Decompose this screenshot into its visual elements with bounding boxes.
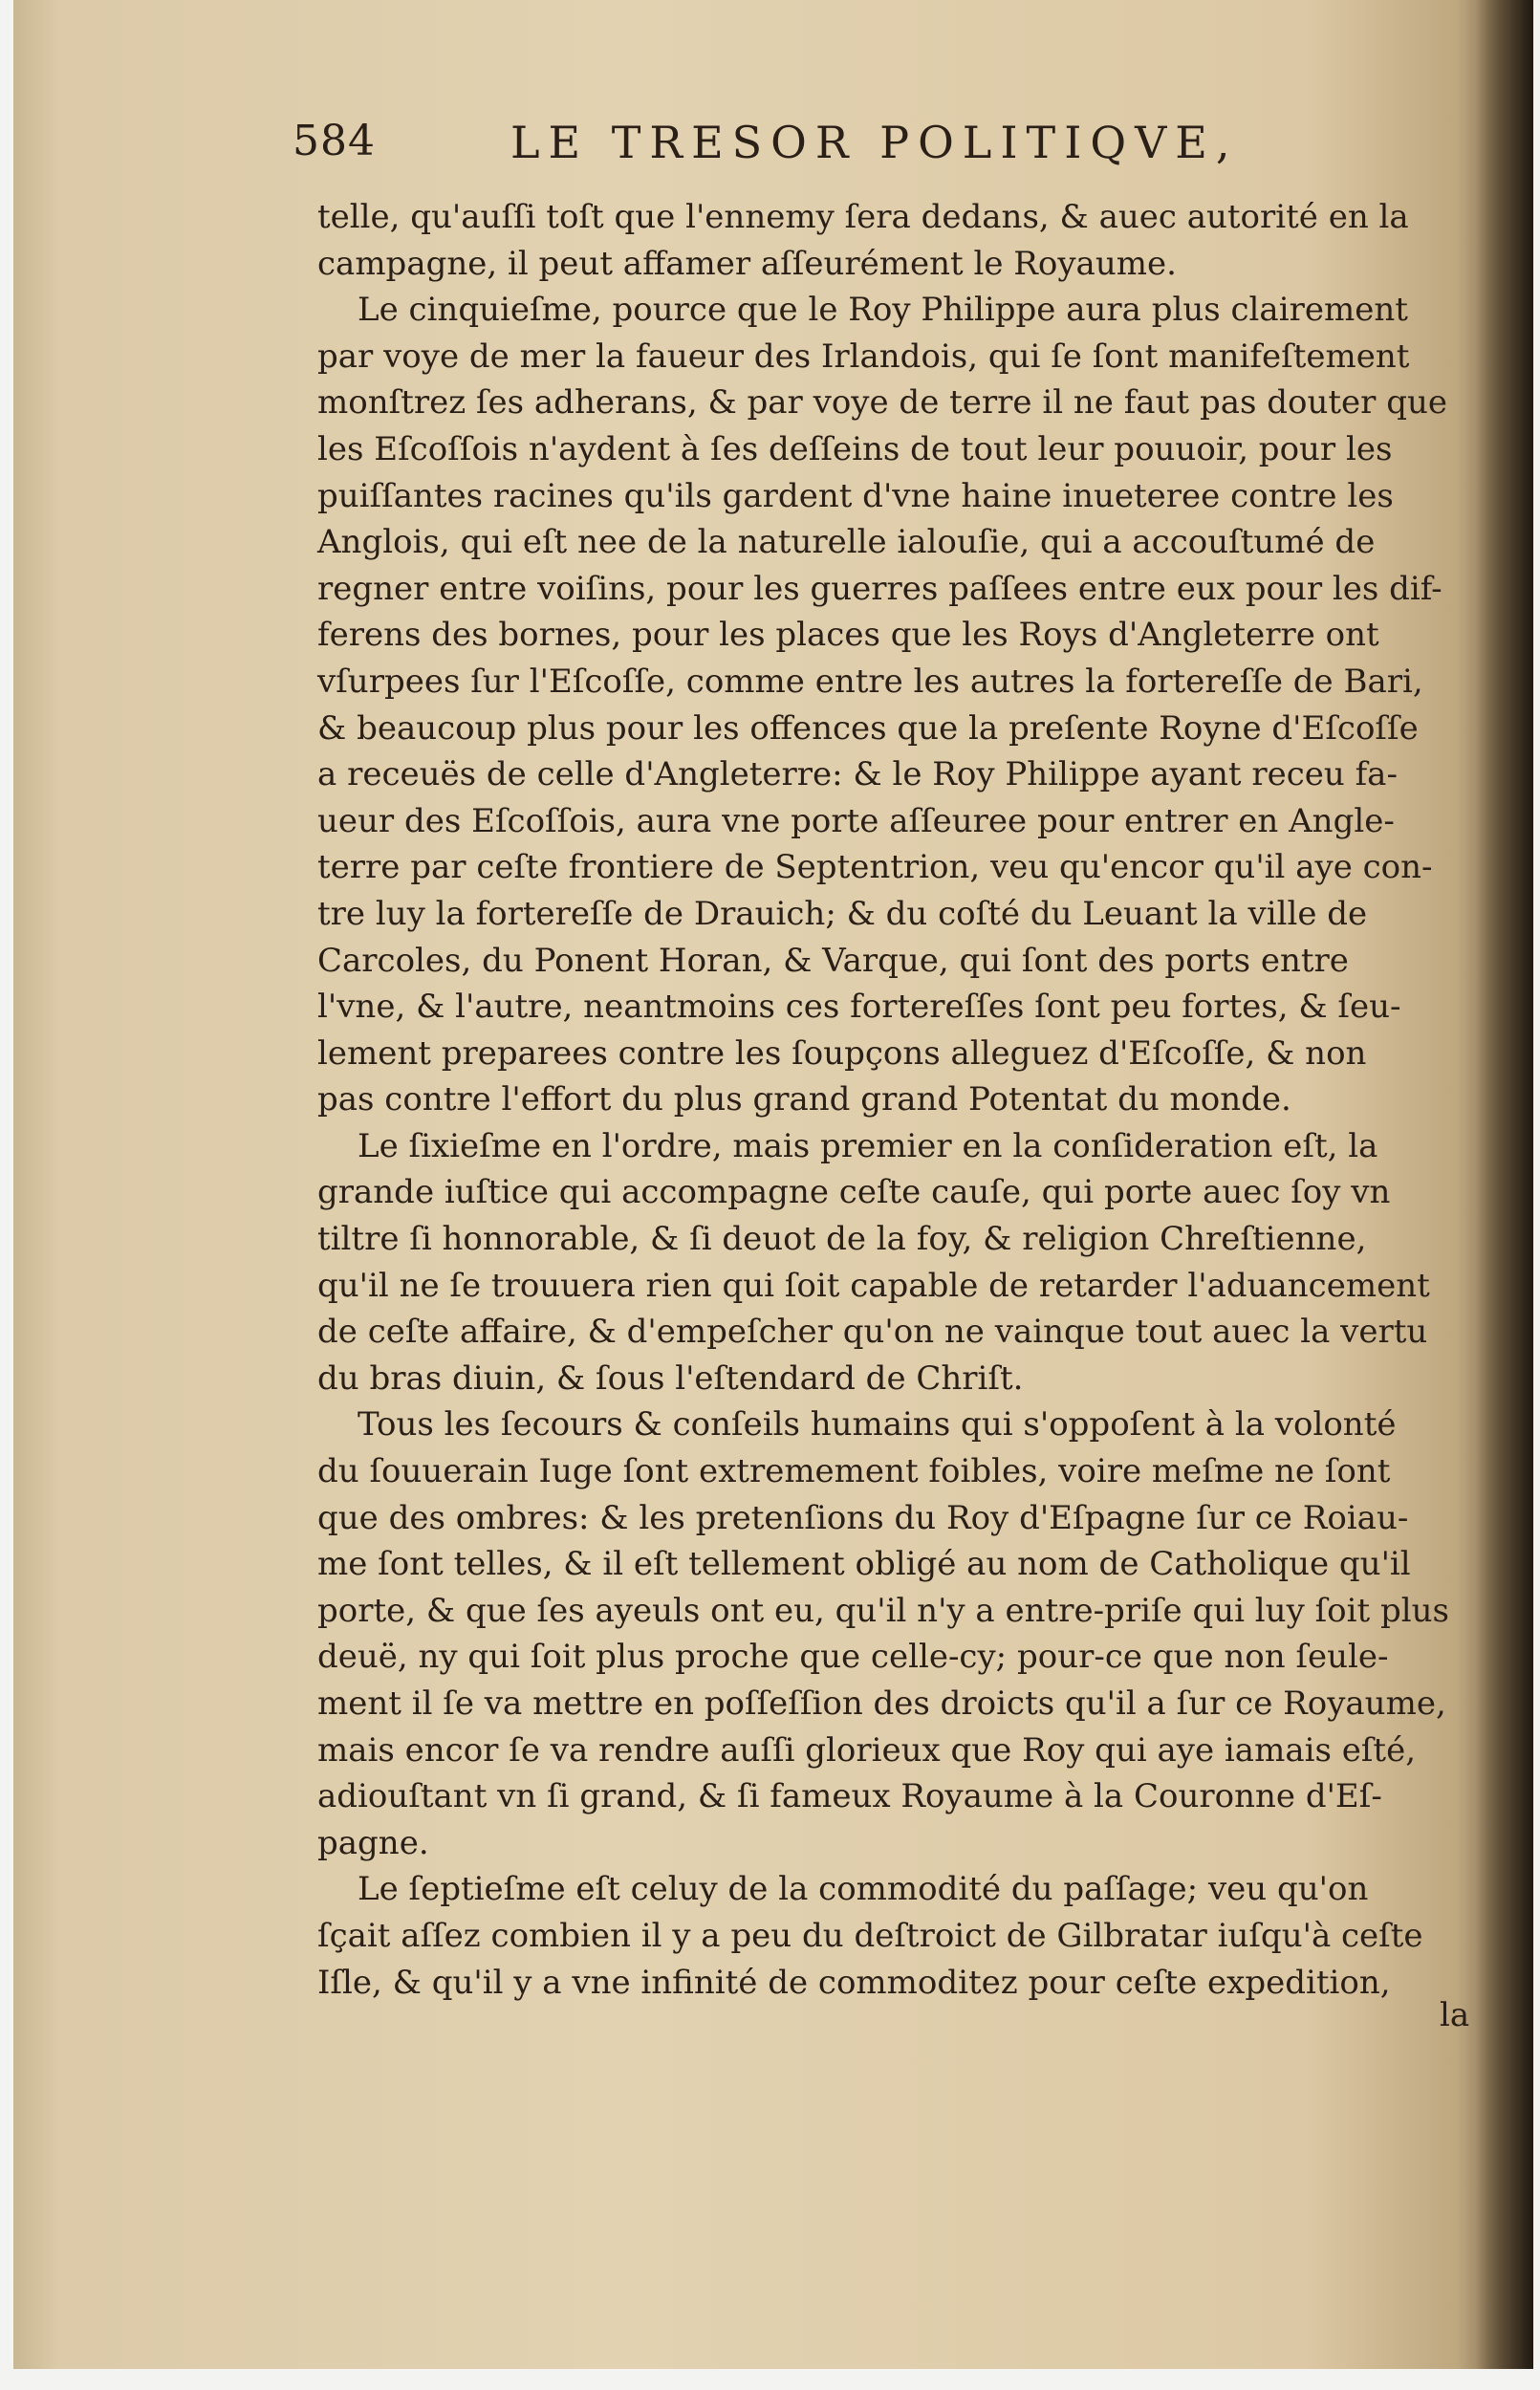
text-line: vſurpees ſur l'Eſcoſſe, comme entre les autres la fortereſſe de Bari, (317, 662, 1423, 701)
text-line: Iſle, & qu'il y a vne infinité de commoditez pour ceſte expedition, (317, 1963, 1391, 2002)
text-line: Le ſixieſme en l'ordre, mais premier en la conſideration eſt, la (358, 1126, 1378, 1165)
text-line: telle, qu'auſſi toſt que l'ennemy ſera dedans, & auec autorité en la (317, 198, 1409, 236)
binding-gutter (1476, 0, 1533, 2369)
book-page (13, 0, 1533, 2369)
body-text (317, 194, 1464, 2006)
text-line: adiouſtant vn ſi grand, & ſi fameux Royaume à la Couronne d'Eſ- (317, 1777, 1382, 1816)
page-header (293, 117, 1344, 184)
text-line: Tous les ſecours & conſeils humains qui s'oppoſent à la volonté (358, 1405, 1397, 1445)
text-line: campagne, il peut affamer aſſeurément le Royaume. (317, 244, 1177, 283)
text-line: qu'il ne ſe trouuera rien qui ſoit capable de retarder l'aduancement (317, 1266, 1430, 1305)
text-line: Le ſeptieſme eſt celuy de la commodité du paſſage; veu qu'on (358, 1870, 1369, 1909)
catchword: la (1440, 1996, 1470, 2034)
text-line: Carcoles, du Ponent Horan, & Varque, qui ſont des ports entre (317, 941, 1349, 980)
text-line: Le cinquieſme, pource que le Roy Philippe aura plus clairement (358, 291, 1408, 330)
text-line: de ceſte affaire, & d'empeſcher qu'on ne vainque tout auec la vertu (317, 1313, 1428, 1352)
text-line: mais encor ſe va rendre auſſi glorieux que Roy qui aye iamais eſté, (317, 1730, 1417, 1770)
text-line: regner entre voiſins, pour les guerres paſſees entre eux pour les dif- (317, 569, 1442, 608)
text-line: me ſont telles, & il eſt tellement obligé au nom de Catholique qu'il (317, 1545, 1411, 1584)
text-line: porte, & que ſes ayeuls ont eu, qu'il n'y a entre-priſe qui luy ſoit plus (317, 1591, 1449, 1630)
text-line: les Eſcoſſois n'aydent à ſes deſſeins de tout leur pouuoir, pour les (317, 429, 1393, 468)
text-line: que des ombres: & les pretenſions du Roy d'Eſpagne ſur ce Roiau- (317, 1498, 1409, 1537)
text-line: ueur des Eſcoſſois, aura vne porte aſſeuree pour entrer en Angle- (317, 801, 1395, 840)
text-line: l'vne, & l'autre, neantmoins ces fortereſſes ſont peu fortes, & ſeu- (317, 988, 1401, 1027)
text-line: Anglois, qui eſt nee de la naturelle ialouſie, qui a accouſtumé de (317, 523, 1376, 562)
text-line: ment il ſe va mettre en poſſeſſion des droicts qu'il a ſur ce Royaume, (317, 1684, 1446, 1723)
text-line: puiſſantes racines qu'ils gardent d'vne haine inueteree contre les (317, 476, 1394, 515)
text-line: du bras diuin, & ſous l'eſtendard de Chriſt. (317, 1358, 1024, 1398)
text-line: terre par ceſte frontiere de Septentrion, veu qu'encor qu'il aye con- (317, 848, 1433, 887)
text-line: par voye de mer la faueur des Irlandois, qui ſe ſont manifeſtement (317, 337, 1410, 376)
text-line: monſtrez ſes adherans, & par voye de terre il ne faut pas douter que (317, 383, 1447, 423)
page-number: 584 (293, 117, 376, 165)
text-line: deuë, ny qui ſoit plus proche que celle-cy; pour-ce que non ſeule- (317, 1638, 1389, 1677)
text-line: ſçait aſſez combien il y a peu du deſtroict de Gilbratar iuſqu'à ceſte (317, 1916, 1423, 1955)
running-title: LE TRESOR POLITIQVE, (510, 117, 1239, 168)
text-line: pas contre l'effort du plus grand grand Potentat du monde. (317, 1080, 1291, 1119)
text-line: tre luy la fortereſſe de Drauich; & du coſté du Leuant la ville de (317, 894, 1368, 933)
text-line: & beaucoup plus pour les offences que la preſente Royne d'Eſcoſſe (317, 708, 1419, 748)
text-line: grande iuſtice qui accompagne ceſte cauſe, qui porte auec ſoy vn (317, 1173, 1391, 1212)
text-line: pagne. (317, 1823, 429, 1862)
text-line: du ſouuerain Iuge ſont extremement foibles, voire meſme ne ſont (317, 1452, 1391, 1491)
text-line: ferens des bornes, pour les places que les Roys d'Angleterre ont (317, 616, 1379, 655)
text-line: tiltre ſi honnorable, & ſi deuot de la foy, & religion Chreſtienne, (317, 1220, 1367, 1259)
text-line: a receuës de celle d'Angleterre: & le Roy Philippe ayant receu fa- (317, 755, 1398, 794)
text-line: lement preparees contre les ſoupçons alleguez d'Eſcoſſe, & non (317, 1033, 1367, 1073)
